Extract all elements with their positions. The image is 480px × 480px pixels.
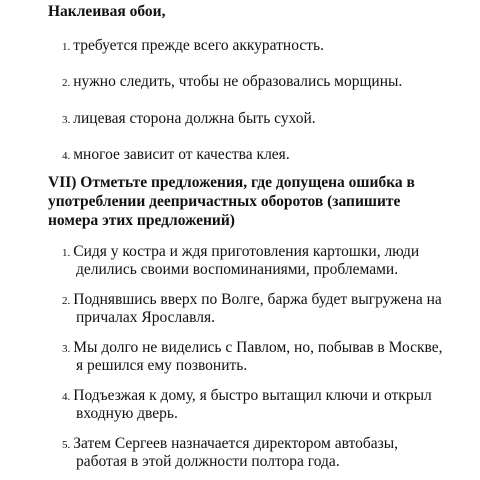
- item-number: 3.: [62, 113, 71, 126]
- list-item: [62, 110, 316, 129]
- list-item: [62, 37, 324, 56]
- item-text: требуется прежде всего аккуратность.: [73, 37, 324, 54]
- item-text: Поднявшись вверх по Волге, баржа будет выгружена на: [73, 291, 442, 308]
- item-text: Сидя у костра и ждя приготовления картошки, люди: [73, 243, 420, 260]
- list-item: [62, 387, 432, 406]
- item-text: лицевая сторона должна быть сухой.: [73, 110, 316, 127]
- list-item: [62, 291, 442, 310]
- item-number: 3.: [62, 342, 71, 355]
- item-number: 2.: [62, 294, 71, 307]
- list-item: [62, 435, 398, 454]
- list-item: [62, 146, 290, 165]
- item-continuation: делились своими воспоминаниями, проблемами.: [76, 261, 399, 278]
- section2-title-line: VII) Отметьте предложения, где допущена ошибка в: [48, 174, 415, 191]
- item-text: многое зависит от качества клея.: [73, 146, 290, 163]
- item-number: 4.: [62, 390, 71, 403]
- item-text: нужно следить, чтобы не образовались морщины.: [73, 73, 403, 90]
- item-continuation: причалах Ярославля.: [76, 309, 215, 326]
- list-item: [62, 73, 402, 92]
- item-continuation: работая в этой должности полтора года.: [76, 453, 340, 470]
- list-item: [62, 339, 443, 358]
- item-continuation: входную дверь.: [76, 405, 178, 422]
- item-text: Мы долго не виделись с Павлом, но, побывав в Москве,: [73, 339, 443, 356]
- item-number: 5.: [62, 438, 71, 451]
- section2-title-line: номера этих предложений): [48, 212, 235, 229]
- item-number: 2.: [62, 76, 71, 89]
- item-number: 1.: [62, 40, 71, 53]
- section1-title: Наклеивая обои,: [48, 3, 166, 20]
- item-text: Затем Сергеев назначается директором автобазы,: [73, 435, 399, 452]
- item-number: 4.: [62, 149, 71, 162]
- item-continuation: я решился ему позвонить.: [76, 357, 248, 374]
- list-item: [62, 243, 419, 262]
- section2-title-line: употреблении деепричастных оборотов (запишите: [48, 193, 401, 210]
- item-number: 1.: [62, 246, 71, 259]
- item-text: Подъезжая к дому, я быстро вытащил ключи и открыл: [73, 387, 432, 404]
